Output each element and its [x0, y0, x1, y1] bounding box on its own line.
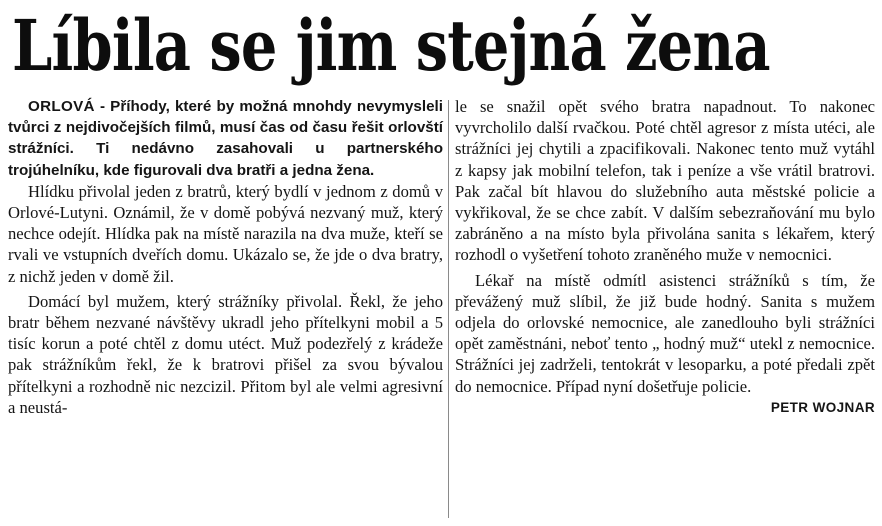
body-paragraph-3 — [455, 270, 875, 415]
body-paragraph-2: Domácí byl mužem, který strážníky přivolal. Řekl, že jeho bratr během nezvané návštěvy ukradl jeho přítelkyni mobil a 5 tisíc korun a poté chtěl z domu utéct. Muž podezřelý z krádeže pak strážníkům řekl, že k bratrovi přišel za svou bývalou přítelkyni a rozhodně nic nezcizil. Přitom byl ale velmi agresivní a neustá- — [8, 291, 443, 417]
column-divider — [448, 100, 449, 518]
headline: Líbila se jim stejná žena — [12, 4, 770, 87]
body-paragraph-2-continued: le se snažil opět svého bratra napadnout. To nakonec vyvrcholilo další rvačkou. Poté chtěl agresor z místa utéci, ale strážníci jej chytili a zpacifikovali. Nakonec tento muž vytáhl z kapsy jak mobilní telefon, tak i peníze a vše vrátil bratrovi. Pak začal bít hlavou do služebního auta městské policie a vykřikoval, že se chce zabít. V dalším sebezraňování mu bylo zabráněno a na místo byla přivolána sanita s lékařem, který rozhodl o vyšetření tohoto zraněného muže v nemocnici. — [455, 97, 875, 265]
article-column-right — [455, 96, 875, 418]
article-column-left — [8, 96, 443, 422]
dateline: ORLOVÁ — [28, 98, 95, 115]
author-byline: PETR WOJNAR — [770, 399, 875, 415]
lead-text: - Příhody, které by možná mnohdy nevymysleli tvůrci z nejdivočejších filmů, musí čas od času řešit orlovští strážníci. Ti nedávno zasahovali u partnerského trojúhelníku, kde figurovali dva bratři a jedna žena. — [8, 98, 443, 179]
lead-paragraph — [8, 96, 443, 181]
body-paragraph-1: Hlídku přivolal jeden z bratrů, který bydlí v jednom z domů v Orlové-Lutyni. Oznámil, že v domě pobývá nezvaný muž, který nechce odejít. Hlídka pak na místě narazila na dva muže, kteří se rvali ve vstupních dveřích domu. Ukázalo se, že jde o dva bratry, z nichž jeden v domě žil. — [8, 181, 443, 286]
body-paragraph-3-text: Lékař na místě odmítl asistenci strážníků s tím, že převážený muž slíbil, že již bude hodný. Sanita s mužem odjela do orlovské nemocnice, ale zanedlouho byli strážníci opět zaměstnáni, neboť tento „ hodný muž“ utekl z nemocnice. Strážníci jej zadrželi, tentokrát v lesoparku, a poté předali zpět do nemocnice. Případ nyní došetřuje policie. — [455, 270, 875, 396]
